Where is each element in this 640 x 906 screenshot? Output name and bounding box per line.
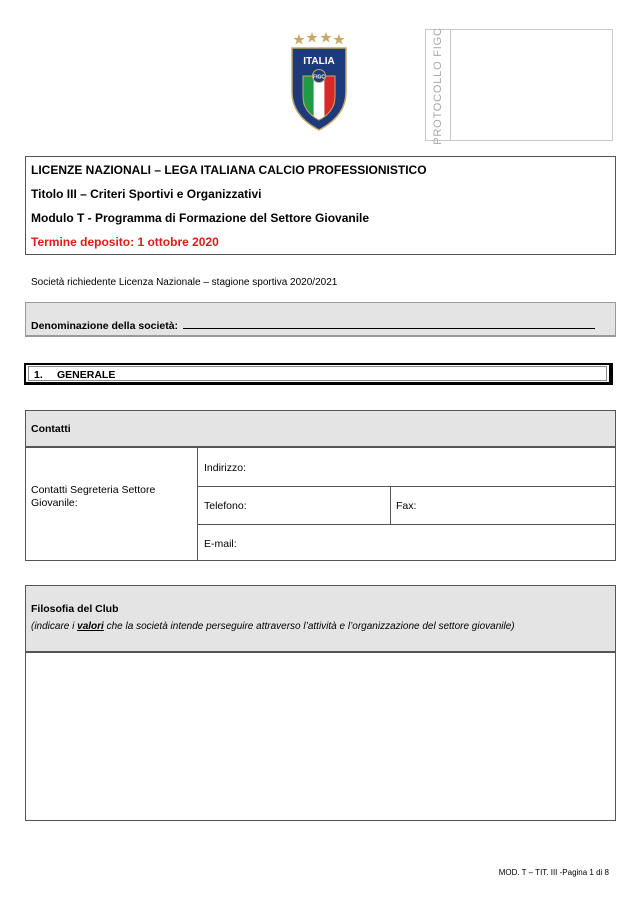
contatti-segreteria-label: Contatti Segreteria Settore Giovanile: xyxy=(31,484,156,509)
telefono-fax-divider xyxy=(390,486,391,524)
filosofia-table xyxy=(25,585,616,821)
contatti-row-divider xyxy=(197,524,615,525)
contatti-column-divider xyxy=(197,448,198,560)
section-number: 1. xyxy=(34,369,43,381)
page-footer: MOD. T – TIT. III -Pagina 1 di 8 xyxy=(498,868,609,877)
protocollo-label: PROTOCOLLO FIGC xyxy=(432,27,444,145)
contatti-table xyxy=(25,410,616,561)
filosofia-answer-area[interactable] xyxy=(26,653,615,820)
protocollo-label-area xyxy=(426,27,450,145)
section-header xyxy=(24,363,613,385)
header-line-titolo: Titolo III – Criteri Sportivi e Organizzativi xyxy=(31,187,262,201)
header-box xyxy=(25,156,616,255)
figc-logo xyxy=(287,30,351,132)
contatti-title: Contatti xyxy=(31,423,71,435)
indirizzo-field[interactable]: Indirizzo: xyxy=(204,462,247,474)
logo-monogram: FIGC xyxy=(313,74,325,81)
contatti-row-divider xyxy=(197,486,615,487)
telefono-field[interactable]: Telefono: xyxy=(204,500,247,512)
fax-field[interactable]: Fax: xyxy=(396,500,417,512)
protocollo-box xyxy=(425,27,613,145)
deadline-text: Termine deposito: 1 ottobre 2020 xyxy=(31,235,219,249)
section-title: GENERALE xyxy=(57,369,116,381)
denominazione-row xyxy=(25,302,616,337)
filosofia-header xyxy=(26,586,615,653)
denominazione-label: Denominazione della società: xyxy=(31,320,179,332)
denominazione-field[interactable] xyxy=(183,318,595,329)
email-field[interactable]: E-mail: xyxy=(204,538,237,550)
filosofia-title: Filosofia del Club xyxy=(31,603,119,615)
protocollo-divider xyxy=(450,30,451,140)
stars-icon xyxy=(294,32,345,45)
contatti-header xyxy=(26,411,615,448)
societa-line: Società richiedente Licenza Nazionale – stagione sportiva 2020/2021 xyxy=(31,277,338,288)
header-line-licenze: LICENZE NAZIONALI – LEGA ITALIANA CALCIO PROFESSIONISTICO xyxy=(31,163,427,177)
filosofia-subtitle: (indicare i valori che la società intende perseguire attraverso l’attività e l’organizzazione del settore giovanile) xyxy=(31,621,515,632)
logo-text: ITALIA xyxy=(303,56,335,67)
header-line-modulo: Modulo T - Programma di Formazione del Settore Giovanile xyxy=(31,211,370,225)
